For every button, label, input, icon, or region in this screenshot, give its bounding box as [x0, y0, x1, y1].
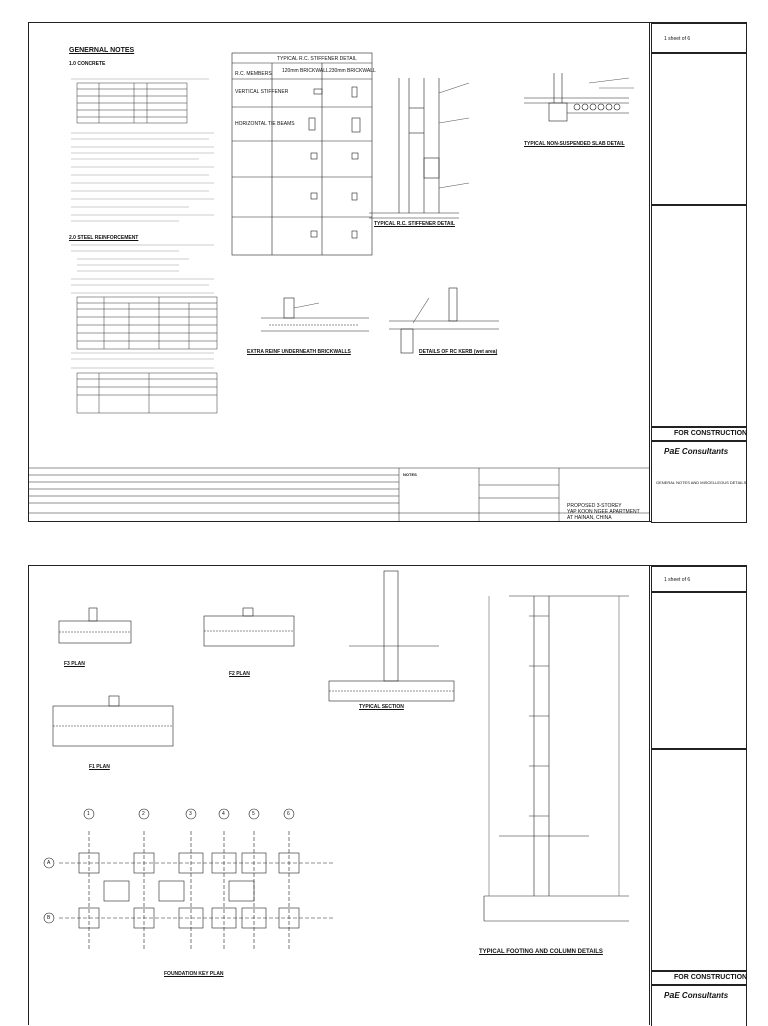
- title-block-1: [651, 23, 746, 521]
- col-230: 230mm BRICKWALL: [329, 68, 376, 74]
- drawing-sheet-1: [28, 22, 747, 522]
- row-vertical: VERTICAL STIFFENER: [235, 89, 289, 95]
- project-line-1: PROPOSED 3-STOREY: [567, 503, 622, 509]
- grid-col-2: 2: [142, 811, 145, 817]
- sheet-number: 1 sheet of 6: [664, 36, 691, 42]
- grid-col-6: 6: [287, 811, 290, 817]
- grid-col-4: 4: [222, 811, 225, 817]
- typical-section-label: TYPICAL SECTION: [359, 704, 404, 710]
- row-horizontal: HORIZONTAL TIE BEAMS: [235, 121, 295, 127]
- project-line-3: AT HAINAN, CHINA: [567, 515, 612, 521]
- steel-heading: 2.0 STEEL REINFORCEMENT: [69, 235, 139, 241]
- consultant-logo: PaE Consultants: [664, 446, 729, 456]
- for-construction-stamp: FOR CONSTRUCTION: [674, 430, 748, 437]
- for-construction-stamp-2: FOR CONSTRUCTION: [674, 974, 748, 981]
- remarks-box-2: [651, 749, 747, 971]
- consultant-logo-2: PaE Consultants: [664, 990, 729, 1000]
- sheet-number-box: [651, 23, 747, 53]
- sheet-number-box-2: [651, 566, 747, 592]
- concrete-heading: 1.0 CONCRETE: [69, 61, 106, 67]
- grid-row-a: A: [47, 860, 51, 866]
- sheet-number-2: 1 sheet of 6: [664, 577, 691, 583]
- drawing-sheet-2: [28, 565, 747, 1025]
- f3-plan-label: F3 PLAN: [64, 661, 85, 667]
- slab-detail-label: TYPICAL NON-SUSPENDED SLAB DETAIL: [524, 141, 625, 147]
- footing-column-label: TYPICAL FOOTING AND COLUMN DETAILS: [479, 949, 603, 955]
- sheet1-linework: [29, 23, 649, 521]
- stiffener-detail-label: TYPICAL R.C. STIFFENER DETAIL: [374, 221, 455, 227]
- stiffener-table-title: TYPICAL R.C. STIFFENER DETAIL: [277, 56, 357, 62]
- notes-label: NOTES: [403, 472, 417, 477]
- revision-box-2: [651, 592, 747, 749]
- grid-col-1: 1: [87, 811, 90, 817]
- col-120: 120mm BRICKWALL: [282, 68, 329, 74]
- f1-plan-label: F1 PLAN: [89, 764, 110, 770]
- remarks-box: [651, 205, 747, 427]
- title-block-2: [651, 566, 746, 1025]
- drawing-title: GENERAL NOTES AND MISCELLEOUS DETAILS: [656, 480, 747, 485]
- status-box: [651, 427, 747, 441]
- grid-col-5: 5: [252, 811, 255, 817]
- foundation-key-plan-label: FOUNDATION KEY PLAN: [164, 971, 224, 977]
- sheet2-linework: [29, 566, 649, 1025]
- revision-box: [651, 53, 747, 205]
- consultant-box: [651, 441, 747, 523]
- grid-col-3: 3: [189, 811, 192, 817]
- f2-plan-label: F2 PLAN: [229, 671, 250, 677]
- general-notes-title: GENERNAL NOTES: [69, 47, 135, 54]
- col-rc-members: R.C. MEMBERS: [235, 71, 272, 77]
- extra-reinf-label: EXTRA REINF UNDERNEATH BRICKWALLS: [247, 349, 351, 355]
- kerb-detail-label: DETAILS OF RC KERB (wet area): [419, 349, 498, 355]
- consultant-name: Consultants: [681, 447, 729, 456]
- status-box-2: [651, 971, 747, 985]
- consultant-name-2: Consultants: [681, 991, 729, 1000]
- grid-row-b: B: [47, 915, 51, 921]
- consultant-box-2: [651, 985, 747, 1026]
- drawing-area-1: [29, 23, 650, 521]
- drawing-area-2: [29, 566, 650, 1025]
- project-title: [567, 503, 640, 521]
- project-line-2: YAP KOON NGEE APARTMENT: [567, 509, 640, 515]
